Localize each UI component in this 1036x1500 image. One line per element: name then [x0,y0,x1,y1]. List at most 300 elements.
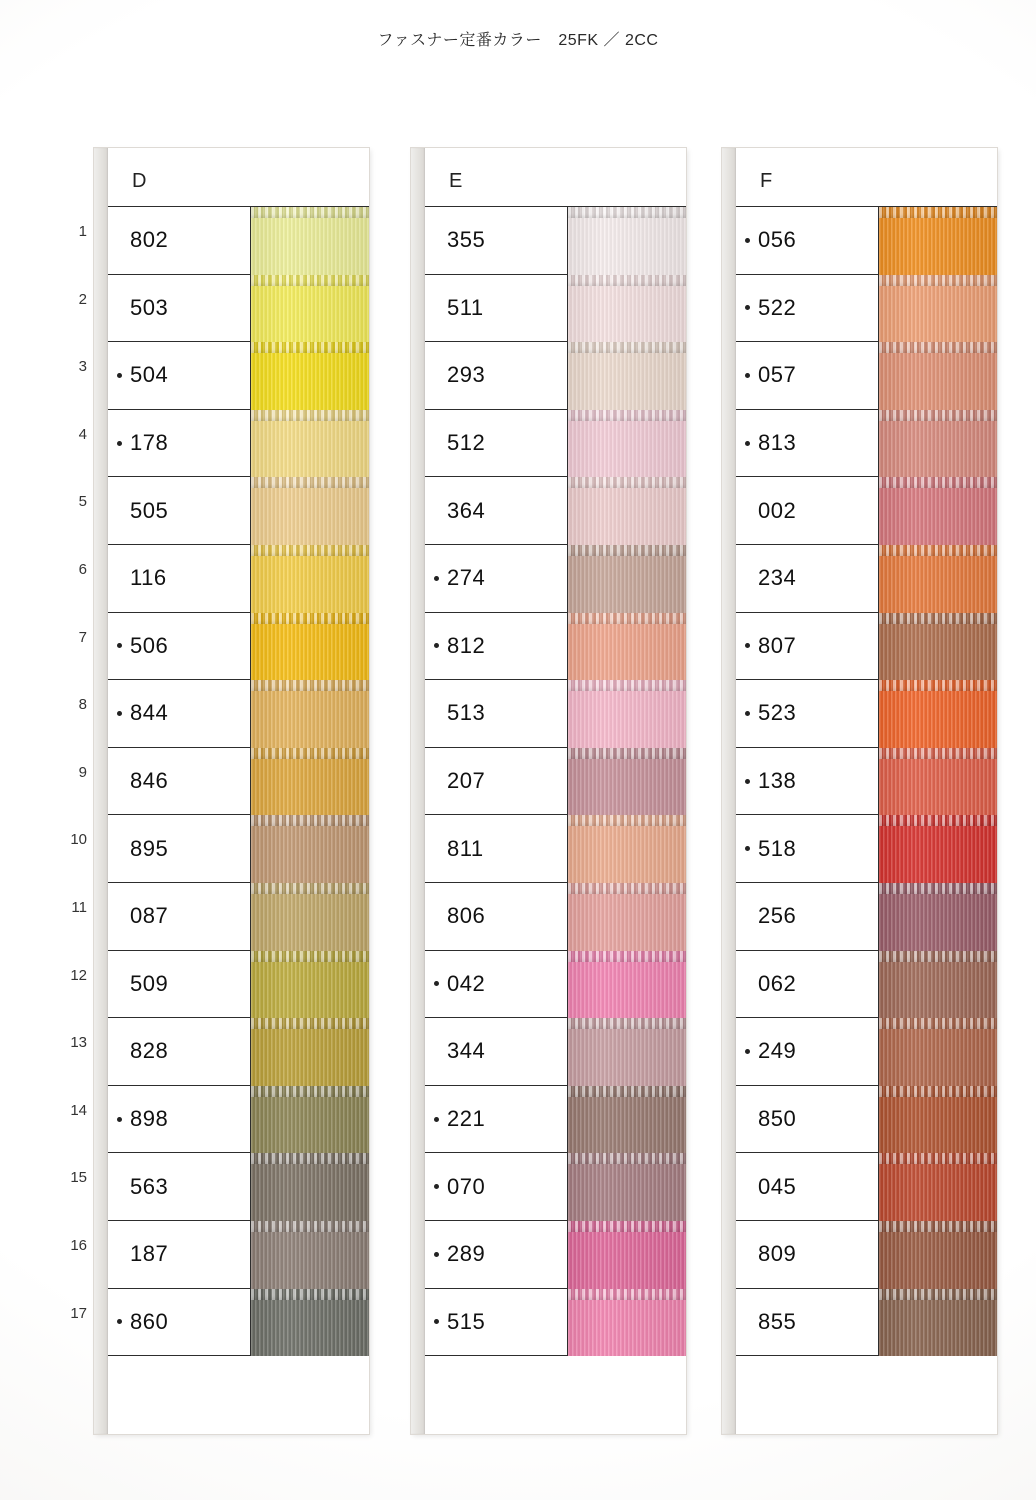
color-code-cell [736,1086,879,1154]
swatch-row[interactable] [425,1221,686,1289]
color-code-label: 274 [447,565,486,591]
color-code-label: 512 [447,430,486,456]
zipper-tape-swatch [568,275,686,343]
swatch-row[interactable] [425,613,686,681]
color-code-cell [425,1153,568,1221]
color-code-cell [108,410,251,478]
color-code-cell [108,883,251,951]
swatch-shading [251,342,369,410]
zipper-tape-swatch [251,680,369,748]
zipper-tape-swatch [568,748,686,816]
swatch-row[interactable] [736,748,997,816]
swatch-shading [568,545,686,613]
swatch-row[interactable] [425,207,686,275]
swatch-row[interactable] [108,1153,369,1221]
zipper-tape-swatch [251,613,369,681]
bullet-dot-icon [434,1319,439,1324]
swatch-shading [568,1153,686,1221]
row-number: 3 [78,358,87,376]
page-title: ファスナー定番カラー 25FK ／ 2CC [377,32,659,49]
swatch-shading [251,1018,369,1086]
bullet-dot-icon [745,373,750,378]
color-code-label: 898 [130,1106,169,1132]
color-code-label: 087 [130,903,169,929]
swatch-row[interactable] [736,613,997,681]
color-code-cell [736,342,879,410]
zipper-tape-swatch [879,1289,997,1357]
zipper-tape-swatch [251,951,369,1019]
zipper-tape-swatch [568,1018,686,1086]
bullet-dot-icon [434,1184,439,1189]
color-code-cell [425,1086,568,1154]
zipper-tape-swatch [879,477,997,545]
zipper-tape-swatch [251,207,369,275]
zipper-tape-swatch [568,1153,686,1221]
card-bottom-strip [108,1356,369,1434]
color-code-label: 057 [758,362,797,388]
color-code-cell [736,815,879,883]
color-code-cell [736,1018,879,1086]
swatch-row[interactable] [736,1018,997,1086]
color-code-label: 062 [758,970,797,996]
swatch-row[interactable] [108,410,369,478]
row-number: 2 [78,290,87,308]
row-number: 8 [78,696,87,714]
row-number: 4 [78,425,87,443]
swatch-shading [879,342,997,410]
color-code-cell [425,207,568,275]
swatch-row[interactable] [425,883,686,951]
swatch-shading [251,748,369,816]
swatch-shading [568,951,686,1019]
color-code-cell [108,1153,251,1221]
bullet-dot-icon [434,1117,439,1122]
swatch-row[interactable] [736,207,997,275]
color-code-cell [108,207,251,275]
color-code-label: 293 [447,362,486,388]
swatch-shading [879,883,997,951]
color-code-label: 056 [758,227,797,253]
zipper-tape-swatch [251,1289,369,1357]
card-header-blank [554,156,686,206]
color-code-label: 518 [758,835,797,861]
zipper-tape-swatch [568,680,686,748]
color-code-cell [425,680,568,748]
zipper-tape-swatch [568,613,686,681]
color-code-label: 187 [130,1241,169,1267]
row-number: 12 [70,966,87,984]
swatch-row[interactable] [425,275,686,343]
swatch-shading [251,1086,369,1154]
swatch-row[interactable] [736,545,997,613]
zipper-tape-swatch [879,883,997,951]
bullet-dot-icon [745,305,750,310]
swatch-row[interactable] [425,748,686,816]
swatch-shading [568,680,686,748]
card-binding-strip [411,148,425,1434]
card-header-f [736,156,997,207]
color-code-cell [425,748,568,816]
color-code-label: 045 [758,1173,797,1199]
card-bottom-strip [736,1356,997,1434]
card-binding-strip [722,148,736,1434]
zipper-tape-swatch [879,342,997,410]
swatch-shading [879,951,997,1019]
zipper-tape-swatch [568,951,686,1019]
color-code-label: 802 [130,227,169,253]
color-code-label: 178 [130,430,169,456]
color-code-cell [425,1018,568,1086]
swatch-row[interactable] [736,815,997,883]
swatch-row[interactable] [108,477,369,545]
swatch-row[interactable] [736,477,997,545]
swatch-shading [879,275,997,343]
swatch-shading [879,1018,997,1086]
swatch-row[interactable] [108,1221,369,1289]
color-code-label: 844 [130,700,169,726]
bullet-dot-icon [117,373,122,378]
color-code-cell [108,545,251,613]
swatch-shading [879,1289,997,1357]
zipper-tape-swatch [879,1086,997,1154]
color-code-cell [108,275,251,343]
zipper-tape-swatch [251,410,369,478]
color-code-label: 807 [758,632,797,658]
swatch-row[interactable] [425,410,686,478]
swatch-row-list [108,207,369,1356]
swatch-shading [879,410,997,478]
color-code-label: 344 [447,1038,486,1064]
color-code-cell [736,613,879,681]
color-code-cell [736,275,879,343]
color-code-cell [425,477,568,545]
row-number: 11 [71,898,87,916]
zipper-tape-swatch [879,748,997,816]
swatch-shading [251,545,369,613]
color-code-label: 860 [130,1308,169,1334]
card-header-blank [865,156,997,206]
color-code-cell [736,410,879,478]
bullet-dot-icon [117,441,122,446]
zipper-tape-swatch [879,680,997,748]
swatch-shading [568,410,686,478]
zipper-tape-swatch [251,815,369,883]
zipper-tape-swatch [879,1018,997,1086]
swatch-shading [879,613,997,681]
swatch-row[interactable] [108,883,369,951]
zipper-tape-swatch [251,342,369,410]
swatch-row[interactable] [108,275,369,343]
color-code-label: 846 [130,768,169,794]
zipper-tape-swatch [251,1153,369,1221]
color-code-cell [425,1289,568,1357]
swatch-shading [568,1221,686,1289]
bullet-dot-icon [745,711,750,716]
color-code-label: 811 [447,835,484,861]
swatch-row[interactable] [108,342,369,410]
color-code-label: 503 [130,294,169,320]
swatch-shading [251,1153,369,1221]
zipper-tape-swatch [251,477,369,545]
swatch-shading [879,1086,997,1154]
color-code-label: 515 [447,1308,486,1334]
color-code-cell [425,951,568,1019]
swatch-row[interactable] [736,1086,997,1154]
color-code-label: 511 [447,294,484,320]
zipper-tape-swatch [251,545,369,613]
zipper-tape-swatch [251,883,369,951]
swatch-shading [568,748,686,816]
color-code-label: 855 [758,1308,797,1334]
zipper-tape-swatch [568,342,686,410]
color-code-cell [425,815,568,883]
color-code-label: 504 [130,362,169,388]
swatch-row[interactable] [108,1018,369,1086]
zipper-tape-swatch [879,207,997,275]
swatch-row[interactable] [108,748,369,816]
bullet-dot-icon [745,441,750,446]
color-code-label: 563 [130,1173,169,1199]
color-code-cell [736,545,879,613]
zipper-tape-swatch [879,815,997,883]
zipper-tape-swatch [251,748,369,816]
swatch-shading [251,207,369,275]
color-code-cell [736,883,879,951]
swatch-shading [251,883,369,951]
swatch-row[interactable] [425,1018,686,1086]
color-code-label: 355 [447,227,486,253]
color-code-label: 002 [758,497,797,523]
zipper-tape-swatch [568,207,686,275]
row-number: 13 [70,1034,87,1052]
swatch-shading [251,680,369,748]
zipper-tape-swatch [568,410,686,478]
card-top-strip [736,148,997,156]
color-card-f [722,148,997,1434]
swatch-row[interactable] [736,275,997,343]
row-number: 6 [78,560,87,578]
color-code-cell [108,1221,251,1289]
color-code-label: 809 [758,1241,797,1267]
color-code-label: 364 [447,497,486,523]
color-code-label: 116 [130,565,167,591]
swatch-shading [879,1153,997,1221]
color-code-cell [425,545,568,613]
color-code-cell [736,748,879,816]
swatch-row[interactable] [425,951,686,1019]
color-code-label: 509 [130,970,169,996]
swatch-shading [568,883,686,951]
zipper-tape-swatch [879,275,997,343]
swatch-shading [879,680,997,748]
color-code-cell [108,477,251,545]
bullet-dot-icon [434,1252,439,1257]
bullet-dot-icon [745,238,750,243]
zipper-tape-swatch [251,1086,369,1154]
color-code-cell [108,951,251,1019]
color-code-cell [736,951,879,1019]
swatch-shading [251,275,369,343]
zipper-tape-swatch [879,410,997,478]
color-code-label: 812 [447,632,486,658]
color-code-cell [736,680,879,748]
card-header-label: F [760,170,773,192]
swatch-shading [879,477,997,545]
color-code-cell [108,680,251,748]
swatch-shading [879,748,997,816]
swatch-row[interactable] [736,680,997,748]
color-code-cell [736,1221,879,1289]
color-code-label: 221 [447,1106,486,1132]
row-number: 16 [70,1236,87,1254]
zipper-tape-swatch [251,1221,369,1289]
color-code-cell [108,1086,251,1154]
swatch-shading [251,1221,369,1289]
swatch-shading [251,1289,369,1357]
swatch-shading [879,815,997,883]
row-number: 1 [78,223,87,240]
color-code-cell [425,613,568,681]
bullet-dot-icon [745,643,750,648]
color-code-cell [108,1289,251,1357]
swatch-row-list [736,207,997,1356]
swatch-row-list [425,207,686,1356]
row-number: 14 [70,1101,87,1119]
bullet-dot-icon [434,576,439,581]
swatch-row[interactable] [425,680,686,748]
bullet-dot-icon [434,643,439,648]
color-code-label: 234 [758,565,797,591]
swatch-row[interactable] [425,545,686,613]
swatch-shading [879,545,997,613]
zipper-tape-swatch [879,1153,997,1221]
swatch-shading [568,613,686,681]
color-code-label: 138 [758,768,797,794]
color-code-cell [108,815,251,883]
bullet-dot-icon [745,779,750,784]
zipper-tape-swatch [568,883,686,951]
swatch-shading [568,207,686,275]
card-header-e [425,156,686,207]
card-binding-strip [94,148,108,1434]
color-code-label: 513 [447,700,486,726]
zipper-tape-swatch [251,275,369,343]
swatch-shading [251,613,369,681]
color-code-label: 070 [447,1173,486,1199]
bullet-dot-icon [117,1319,122,1324]
color-code-label: 505 [130,497,169,523]
color-code-label: 522 [758,294,797,320]
color-code-cell [736,207,879,275]
swatch-row[interactable] [108,613,369,681]
swatch-row[interactable] [108,1086,369,1154]
color-code-label: 828 [130,1038,169,1064]
color-code-cell [425,342,568,410]
swatch-shading [251,815,369,883]
swatch-row[interactable] [425,1153,686,1221]
swatch-shading [568,1018,686,1086]
color-code-cell [425,275,568,343]
swatch-row[interactable] [108,1289,369,1357]
swatch-shading [251,951,369,1019]
card-header-d [108,156,369,207]
swatch-row[interactable] [425,342,686,410]
swatch-row[interactable] [736,410,997,478]
swatch-row[interactable] [108,815,369,883]
color-code-cell [425,1221,568,1289]
zipper-tape-swatch [879,545,997,613]
swatch-shading [879,1221,997,1289]
zipper-tape-swatch [568,815,686,883]
bullet-dot-icon [117,643,122,648]
color-code-label: 256 [758,903,797,929]
swatch-row[interactable] [736,1221,997,1289]
color-code-cell [108,342,251,410]
swatch-row[interactable] [425,477,686,545]
color-code-cell [108,748,251,816]
swatch-row[interactable] [425,1086,686,1154]
color-code-cell [108,1018,251,1086]
row-number: 7 [78,628,87,646]
color-code-cell [736,477,879,545]
zipper-tape-swatch [879,613,997,681]
row-number: 15 [70,1169,87,1187]
row-number: 9 [78,763,87,781]
card-top-strip [425,148,686,156]
zipper-tape-swatch [879,1221,997,1289]
swatch-row[interactable] [108,207,369,275]
card-header-label: D [132,170,147,192]
swatch-row[interactable] [108,951,369,1019]
zipper-tape-swatch [568,1289,686,1357]
color-code-label: 813 [758,430,797,456]
color-code-label: 042 [447,970,486,996]
color-card-d [94,148,369,1434]
color-card-columns [0,148,1036,1438]
swatch-shading [568,477,686,545]
swatch-row[interactable] [736,883,997,951]
bullet-dot-icon [745,846,750,851]
bullet-dot-icon [117,1117,122,1122]
swatch-row[interactable] [736,1153,997,1221]
bullet-dot-icon [117,711,122,716]
swatch-row[interactable] [108,545,369,613]
color-code-label: 289 [447,1241,486,1267]
swatch-row[interactable] [108,680,369,748]
color-card-e [411,148,686,1434]
zipper-tape-swatch [568,477,686,545]
swatch-row[interactable] [425,1289,686,1357]
zipper-tape-swatch [251,1018,369,1086]
color-code-label: 850 [758,1106,797,1132]
swatch-shading [568,342,686,410]
card-header-label: E [449,170,463,192]
swatch-row[interactable] [425,815,686,883]
swatch-row[interactable] [736,1289,997,1357]
zipper-tape-swatch [879,951,997,1019]
color-code-label: 895 [130,835,169,861]
color-code-cell [425,410,568,478]
swatch-shading [568,1289,686,1357]
color-code-cell [108,613,251,681]
swatch-shading [568,815,686,883]
row-number: 17 [70,1304,87,1322]
color-code-label: 207 [447,768,486,794]
swatch-row[interactable] [736,951,997,1019]
swatch-shading [251,410,369,478]
swatch-row[interactable] [736,342,997,410]
bullet-dot-icon [434,981,439,986]
